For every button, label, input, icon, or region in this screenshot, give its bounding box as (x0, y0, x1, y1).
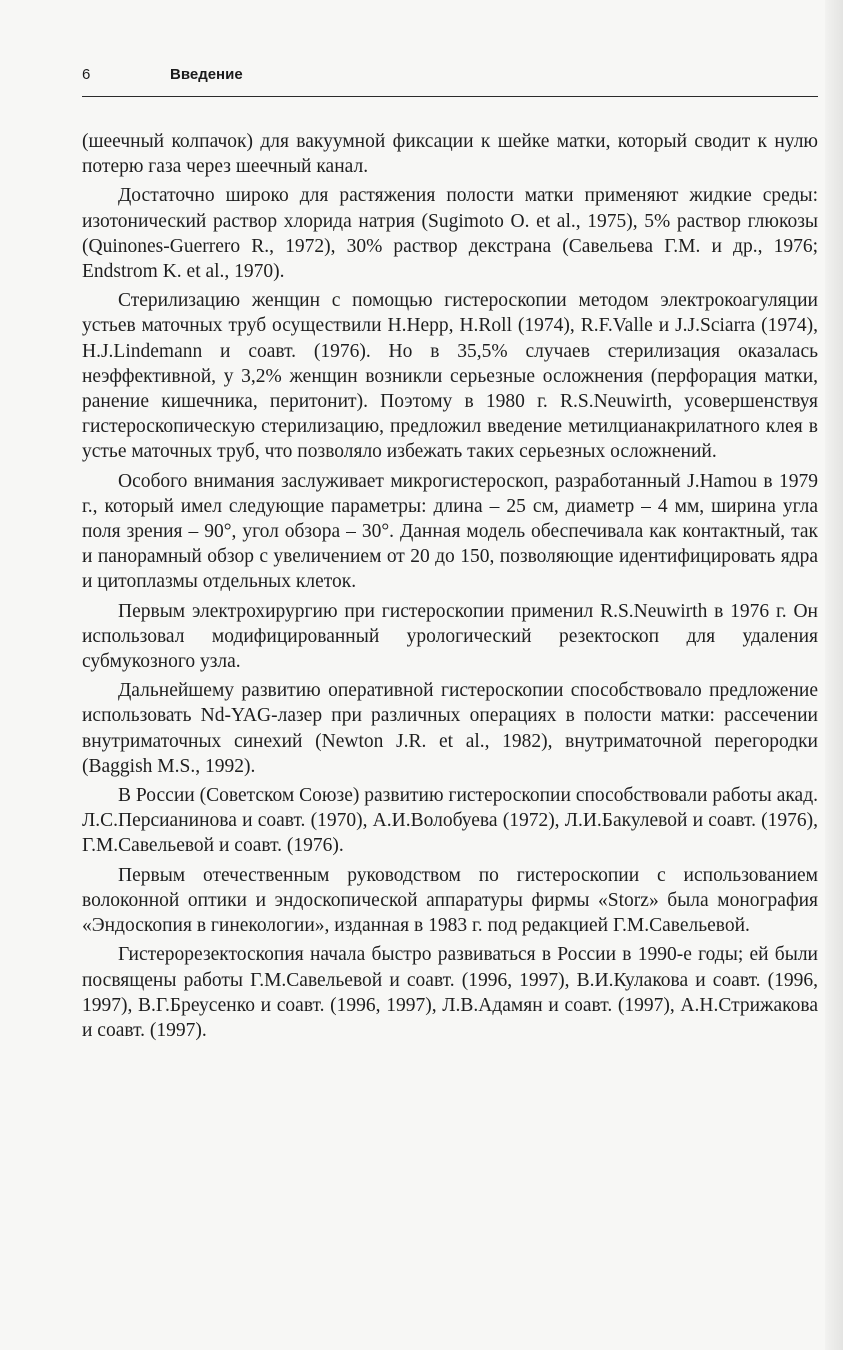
running-header (82, 66, 818, 97)
paragraph: Гистерорезектоскопия начала быстро развиваться в России в 1990-е годы; ей были посвящены работы Г.М.Савельевой и соавт. (1996, 1997), В.И.Кулакова и соавт. (1996, 1997), В.Г.Бреусенко и соавт. (1996, 1997), Л.В.Адамян и соавт. (1997), А.Н.Стрижакова и соавт. (1997). (82, 944, 818, 1041)
paragraph: В России (Советском Союзе) развитию гистероскопии способствовали работы акад. Л.С.Персианинова и соавт. (1970), А.И.Волобуева (1972), Л.И.Бакулевой и соавт. (1976), Г.М.Савельевой и соавт. (1976). (82, 785, 818, 857)
paragraph: Первым отечественным руководством по гистероскопии с использованием волоконной оптики и эндоскопической аппаратуры фирмы «Storz» была монография «Эндоскопия в гинекологии», изданная в 1983 г. под редакцией Г.М.Савельевой. (82, 864, 818, 937)
paragraph: Первым электрохирургию при гистероскопии применил R.S.Neuwirth в 1976 г. Он использовал модифицированный урологический резектоскоп для удаления субмукозного узла. (82, 600, 818, 673)
page-number: 6 (82, 66, 91, 83)
paragraph: Особого внимания заслуживает микрогистероскоп, разработанный J.Hamou в 1979 г., который имел следующие параметры: длина – 25 см, диаметр – 4 мм, ширина угла поля зрения – 90°, угол обзора – 30°. Данная модель обеспечивала как контактный, так и панорамный обзор с увеличением от 20 до 150, позволяющие идентифицировать ядра и цитоплазмы отдельных клеток. (82, 470, 818, 593)
paragraph: Стерилизацию женщин с помощью гистероскопии методом электрокоагуляции устьев маточных труб осуществили H.Hepp, H.Roll (1974), R.F.Valle и J.J.Sciarra (1974), H.J.Lindemann и соавт. (1976). Но в 35,5% случаев стерилизация оказалась неэффективной, у 3,2% женщин возникли серьезные осложнения (перфорация матки, ранение кишечника, перитонит). Поэтому в 1980 г. R.S.Neuwirth, усовершенствуя гистероскопическую стерилизацию, предложил введение метилцианакрилатного клея в устье маточных труб, что позволяло избежать таких серьезных осложнений. (82, 290, 818, 463)
section-title: Введение (170, 66, 243, 83)
paragraph: (шеечный колпачок) для вакуумной фиксации к шейке матки, который сводит к нулю потерю газа через шеечный канал. (82, 131, 818, 178)
paragraph: Достаточно широко для растяжения полости матки применяют жидкие среды: изотонический раствор хлорида натрия (Sugimoto O. et al., 1975), 5% раствор глюкозы (Quinones-Guerrero R., 1972), 30% раствор декстрана (Савельева Г.М. и др., 1976; Endstrom K. et al., 1970). (82, 185, 818, 283)
body-text (82, 129, 818, 1047)
paragraph: Дальнейшему развитию оперативной гистероскопии способствовало предложение использовать Nd-YAG-лазер при различных операциях в полости матки: рассечении внутриматочных синехий (Newton J.R. et al., 1982), внутриматочной перегородки (Baggish M.S., 1992). (82, 680, 818, 777)
page-edge-shadow (825, 0, 843, 1350)
